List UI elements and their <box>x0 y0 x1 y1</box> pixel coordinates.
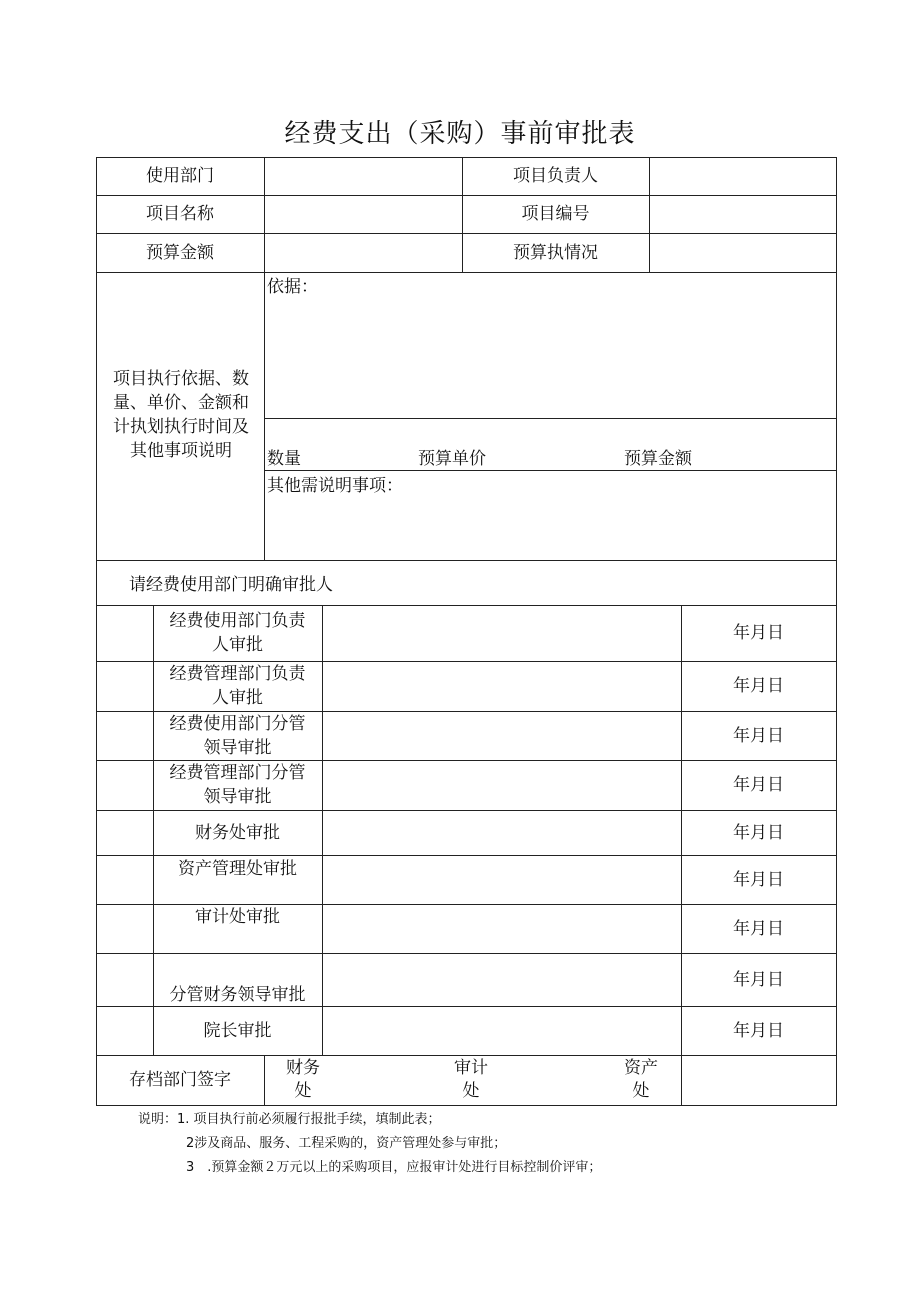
date-label: 年月日 <box>733 969 784 990</box>
project-number-input[interactable] <box>650 196 835 233</box>
approval-label-usage-dept-leader <box>153 711 322 760</box>
archive-audit-line: 审计 <box>454 1058 488 1078</box>
date-label: 年月日 <box>733 676 784 696</box>
signature-field-asset-mgmt[interactable] <box>323 856 681 904</box>
row-divider <box>265 470 837 471</box>
label-project-name: 项目名称 <box>146 204 214 224</box>
date-label: 年月日 <box>733 725 784 746</box>
approval-label-line: 经费使用部门分管 <box>169 713 306 734</box>
col-divider <box>264 1055 265 1106</box>
archive-finance-signature[interactable] <box>286 1057 320 1103</box>
table-border-right <box>836 157 837 1106</box>
signature-field-audit[interactable] <box>323 905 681 953</box>
other-notes-label: 其他需说明事项： <box>267 476 403 496</box>
approval-label-finance-leader: 分管财务领导审批 <box>169 985 306 1005</box>
label-project-leader: 项目负责人 <box>513 166 598 186</box>
label-department: 使用部门 <box>146 166 214 186</box>
signature-field-president[interactable] <box>323 1007 681 1055</box>
budget-execution-input[interactable] <box>650 234 835 272</box>
approval-label-line: 经费管理部门负责 <box>169 664 306 684</box>
approval-label-line: 领导审批 <box>203 787 272 807</box>
unit-price-label: 预算单价 <box>418 449 486 469</box>
date-label: 年月日 <box>733 1020 784 1041</box>
signature-field-usage-dept-leader[interactable] <box>323 712 681 760</box>
row-divider <box>265 418 837 419</box>
project-name-input[interactable] <box>265 196 461 233</box>
approval-label-line: 领导审批 <box>203 737 272 758</box>
approval-label-finance: 财务处审批 <box>195 822 280 843</box>
signature-field-finance-leader[interactable] <box>323 954 681 1006</box>
note-line-2: 2涉及商品、服务、工程采购的，资产管理处参与审批； <box>186 1136 507 1151</box>
approval-label-mgmt-dept-leader <box>153 760 322 810</box>
approval-seq-cell <box>97 606 153 661</box>
execution-label-line: 量、单价、金额和 <box>113 393 249 413</box>
quantity-label: 数量 <box>267 449 301 469</box>
budget-amount-input[interactable] <box>265 234 461 272</box>
approver-prompt: 请经费使用部门明确审批人 <box>129 575 333 595</box>
approval-label-line: 人审批 <box>212 688 263 708</box>
table-border-bottom <box>96 1105 837 1106</box>
signature-field-mgmt-dept-head[interactable] <box>323 662 681 711</box>
note-line-1: 说明：1. 项目执行前必须履行报批手续，填制此表； <box>138 1112 441 1127</box>
date-label: 年月日 <box>733 918 784 939</box>
amount-label: 预算金额 <box>624 449 692 469</box>
archive-audit-line: 处 <box>462 1081 480 1101</box>
archive-finance-line: 财务 <box>286 1058 320 1078</box>
label-budget-amount: 预算金额 <box>146 242 214 263</box>
execution-label-line: 计执划执行时间及 <box>113 417 249 437</box>
archive-finance-line: 处 <box>294 1081 312 1101</box>
signature-field-finance[interactable] <box>323 811 681 855</box>
approval-label-line: 人审批 <box>212 635 263 655</box>
archive-assets-line: 资产 <box>624 1058 658 1078</box>
approval-form-table <box>96 157 837 1106</box>
approval-label-president: 院长审批 <box>203 1020 272 1041</box>
signature-field-usage-dept-head[interactable] <box>323 606 681 661</box>
date-label: 年月日 <box>733 822 784 843</box>
archive-assets-line: 处 <box>632 1081 650 1101</box>
archive-assets-signature[interactable] <box>624 1057 658 1103</box>
approval-label-usage-dept-head <box>153 605 322 661</box>
date-label: 年月日 <box>733 623 784 643</box>
department-input[interactable] <box>265 158 461 195</box>
note-line-3: 3 .预算金额２万元以上的采购项目，应报审计处进行目标控制价评审； <box>186 1160 602 1175</box>
archive-label: 存档部门签字 <box>129 1070 231 1090</box>
basis-label: 依据： <box>267 277 318 297</box>
approval-label-audit: 审计处审批 <box>195 907 280 927</box>
date-label: 年月日 <box>733 869 784 890</box>
other-notes-input[interactable] <box>265 497 836 559</box>
archive-signature-field[interactable] <box>682 1056 836 1105</box>
execution-label-line: 项目执行依据、数 <box>113 369 249 389</box>
basis-input[interactable] <box>265 297 836 417</box>
approval-label-line: 经费使用部门负责 <box>169 611 306 631</box>
date-label: 年月日 <box>733 775 784 795</box>
approval-label-mgmt-dept-head <box>153 661 322 711</box>
row-divider <box>96 272 837 273</box>
archive-audit-signature[interactable] <box>454 1057 488 1103</box>
form-title: 经费支出（采购）事前审批表 <box>284 119 636 149</box>
execution-label-line: 其他事项说明 <box>130 441 232 461</box>
approval-label-asset-mgmt: 资产管理处审批 <box>178 859 297 879</box>
label-budget-execution: 预算执情况 <box>513 242 598 263</box>
signature-field-mgmt-dept-leader[interactable] <box>323 761 681 810</box>
execution-description-label <box>100 365 262 465</box>
row-divider <box>96 560 837 561</box>
approval-label-line: 经费管理部门分管 <box>169 763 306 783</box>
project-leader-input[interactable] <box>650 158 835 195</box>
label-project-number: 项目编号 <box>521 204 590 224</box>
